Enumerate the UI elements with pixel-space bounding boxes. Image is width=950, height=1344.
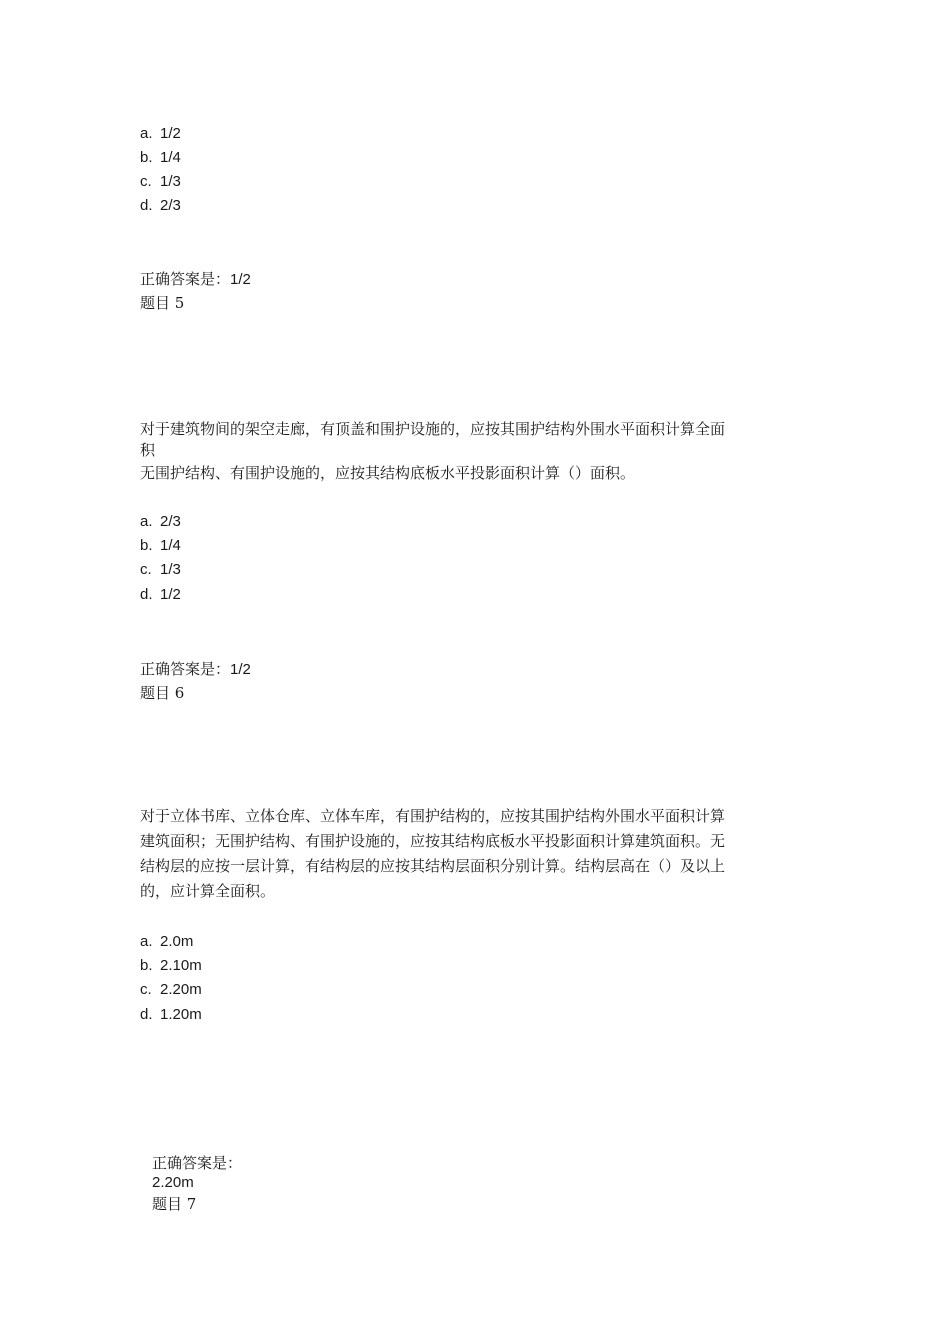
question-text-line: 对于建筑物间的架空走廊，有顶盖和围护设施的，应按其围护结构外围水平面积计算全面 [140, 420, 726, 438]
option-letter: d. [140, 197, 153, 214]
option-text: 1/3 [160, 561, 181, 578]
option-b [140, 534, 181, 558]
option-text: 2.0m [160, 933, 194, 950]
option-text: 1/4 [160, 149, 181, 166]
option-letter: b. [140, 149, 153, 166]
option-text: 2/3 [160, 513, 181, 530]
option-d [140, 194, 181, 218]
option-a [140, 122, 181, 146]
answer-label: 正确答案是： [152, 1154, 243, 1172]
option-letter: b. [140, 537, 153, 554]
option-d [140, 583, 181, 607]
option-letter: d. [140, 586, 153, 603]
answer-value: 1/2 [230, 661, 251, 678]
question-text-line: 对于立体书库、立体仓库、立体车库，有围护结构的，应按其围护结构外围水平面积计算 [140, 807, 726, 825]
question-text-line: 的，应计算全面积。 [140, 882, 276, 900]
option-text: 2.10m [160, 957, 202, 974]
question-title: 题目 7 [152, 1195, 197, 1213]
question-text-line: 结构层的应按一层计算，有结构层的应按其结构层面积分别计算。结构层高在（）及以上 [140, 857, 726, 875]
option-letter: c. [140, 981, 152, 998]
question-title: 题目 5 [140, 294, 185, 312]
option-letter: a. [140, 933, 153, 950]
option-a [140, 510, 181, 534]
option-letter: c. [140, 173, 152, 190]
option-c [140, 170, 181, 194]
option-text: 1/4 [160, 537, 181, 554]
answer-value: 1/2 [230, 271, 251, 288]
question-title: 题目 6 [140, 684, 185, 702]
option-text: 1/3 [160, 173, 181, 190]
question-text-line: 无围护结构、有围护设施的，应按其结构底板水平投影面积计算（）面积。 [140, 464, 636, 482]
option-letter: a. [140, 125, 153, 142]
question-text-line: 积 [140, 441, 156, 459]
correct-answer [140, 658, 251, 681]
option-c [140, 558, 181, 582]
option-a [140, 930, 193, 954]
option-text: 2.20m [160, 981, 202, 998]
option-text: 1/2 [160, 125, 181, 142]
option-text: 2/3 [160, 197, 181, 214]
option-letter: d. [140, 1006, 153, 1023]
answer-label: 正确答案是： [140, 660, 231, 678]
option-c [140, 978, 202, 1002]
option-b [140, 954, 202, 978]
answer-label: 正确答案是： [140, 270, 231, 288]
option-letter: b. [140, 957, 153, 974]
correct-answer [140, 268, 251, 291]
option-letter: a. [140, 513, 153, 530]
question-text-line: 建筑面积；无围护结构、有围护设施的，应按其结构底板水平投影面积计算建筑面积。无 [140, 832, 726, 850]
option-text: 1/2 [160, 586, 181, 603]
answer-value: 2.20m [152, 1174, 194, 1191]
option-d [140, 1003, 202, 1027]
option-letter: c. [140, 561, 152, 578]
option-b [140, 146, 181, 170]
option-text: 1.20m [160, 1006, 202, 1023]
